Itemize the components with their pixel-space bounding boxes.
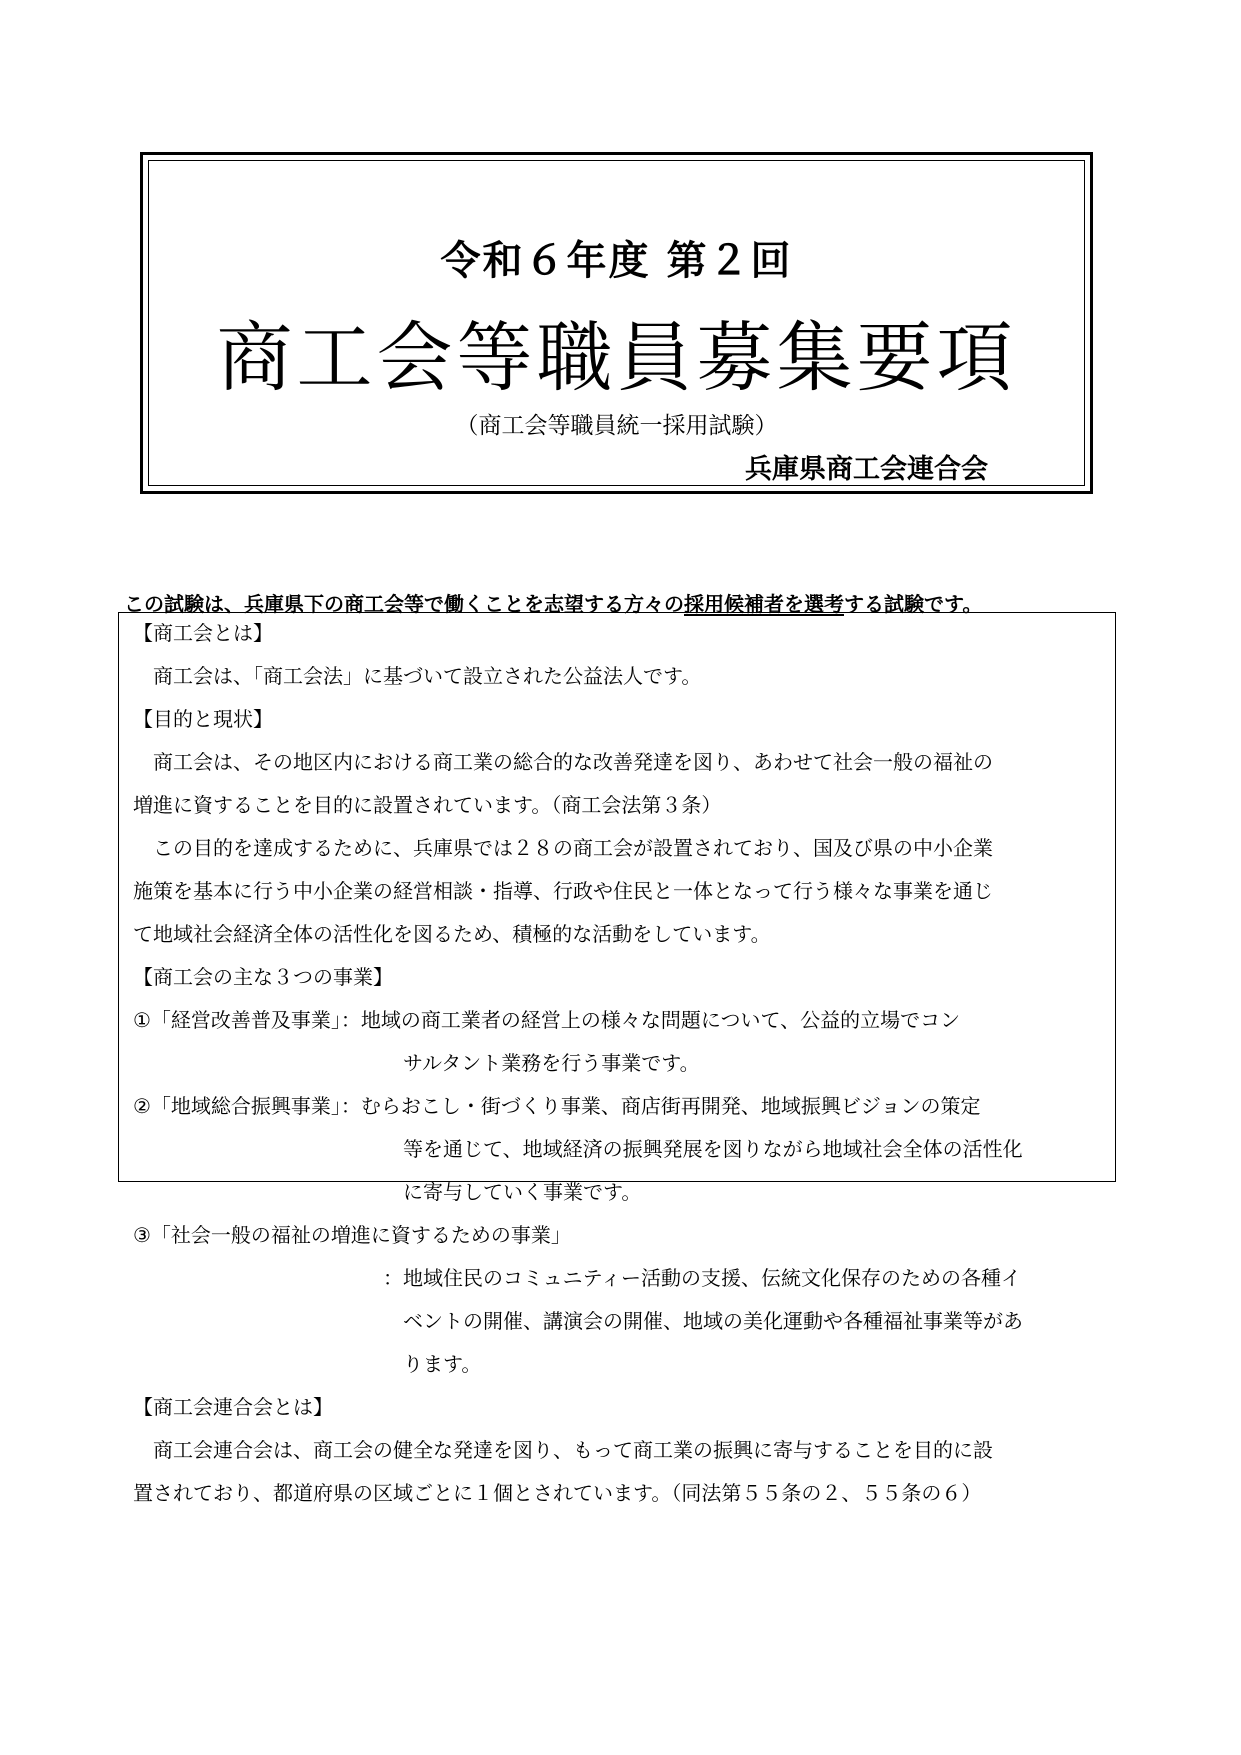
main-title: 商工会等職員募集要項 [216,313,1017,402]
business-item-1: ①「経営改善普及事業」：地域の商工業者の経営上の様々な問題について、公益的立場でコン [133,1008,961,1032]
content-line: この目的を達成するために、兵庫県では２８の商工会が設置されており、国及び県の中小企業 [133,836,993,860]
year-round-heading: 令和６年度 第２回 [440,238,793,284]
content-line: 商工会連合会は、商工会の健全な発達を図り、もって商工業の振興に寄与することを目的に設 [133,1438,993,1462]
content-line: 増進に資することを目的に設置されています。（商工会法第３条） [133,793,722,817]
content-line: 施策を基本に行う中小企業の経営相談・指導、行政や住民と一体となって行う様々な事業を通じ [133,879,993,903]
intro-text-before: この試験は、兵庫県下の商工会等で働くことを志望する方々の [124,592,684,616]
business-item-3-cont: ります。 [403,1352,482,1376]
subtitle: （商工会等職員統一採用試験） [455,413,778,439]
business-item-3-cont: ベントの開催、講演会の開催、地域の美化運動や各種福祉事業等があ [403,1309,1023,1333]
intro-text-after: する試験です。 [844,592,983,616]
business-item-2-cont: 等を通じて、地域経済の振興発展を図りながら地域社会全体の活性化 [403,1137,1023,1161]
business-item-2: ②「地域総合振興事業」：むらおこし・街づくり事業、商店街再開発、地域振興ビジョンの策定 [133,1094,981,1118]
content-line: 商工会は、その地区内における商工業の総合的な改善発達を図り、あわせて社会一般の福祉の [133,750,993,774]
section-heading-federation: 【商工会連合会とは】 [133,1395,333,1419]
business-item-3: ③「社会一般の福祉の増進に資するための事業」 [133,1223,571,1247]
content-line: 商工会は、「商工会法」に基づいて設立された公益法人です。 [133,664,702,688]
content-box [118,612,1116,1505]
section-heading-three-businesses: 【商工会の主な３つの事業】 [133,965,393,989]
section-heading-purpose: 【目的と現状】 [133,707,273,731]
business-item-2-cont: に寄与していく事業です。 [403,1180,642,1204]
intro-underlined-text: 採用候補者を選考 [684,592,844,616]
content-line: 置されており、都道府県の区域ごとに１個とされています。（同法第５５条の２、５５条の６） [133,1481,982,1505]
business-item-1-cont: サルタント業務を行う事業です。 [403,1051,700,1075]
organization-name: 兵庫県商工会連合会 [745,454,988,485]
business-item-3-desc: ：地域住民のコミュニティー活動の支援、伝統文化保存のための各種イ [383,1266,1021,1290]
title-box-inner-border [148,160,1085,486]
content-line: て地域社会経済全体の活性化を図るため、積極的な活動をしています。 [133,922,771,946]
title-box [140,152,1093,494]
section-heading-shokokai: 【商工会とは】 [133,621,273,645]
